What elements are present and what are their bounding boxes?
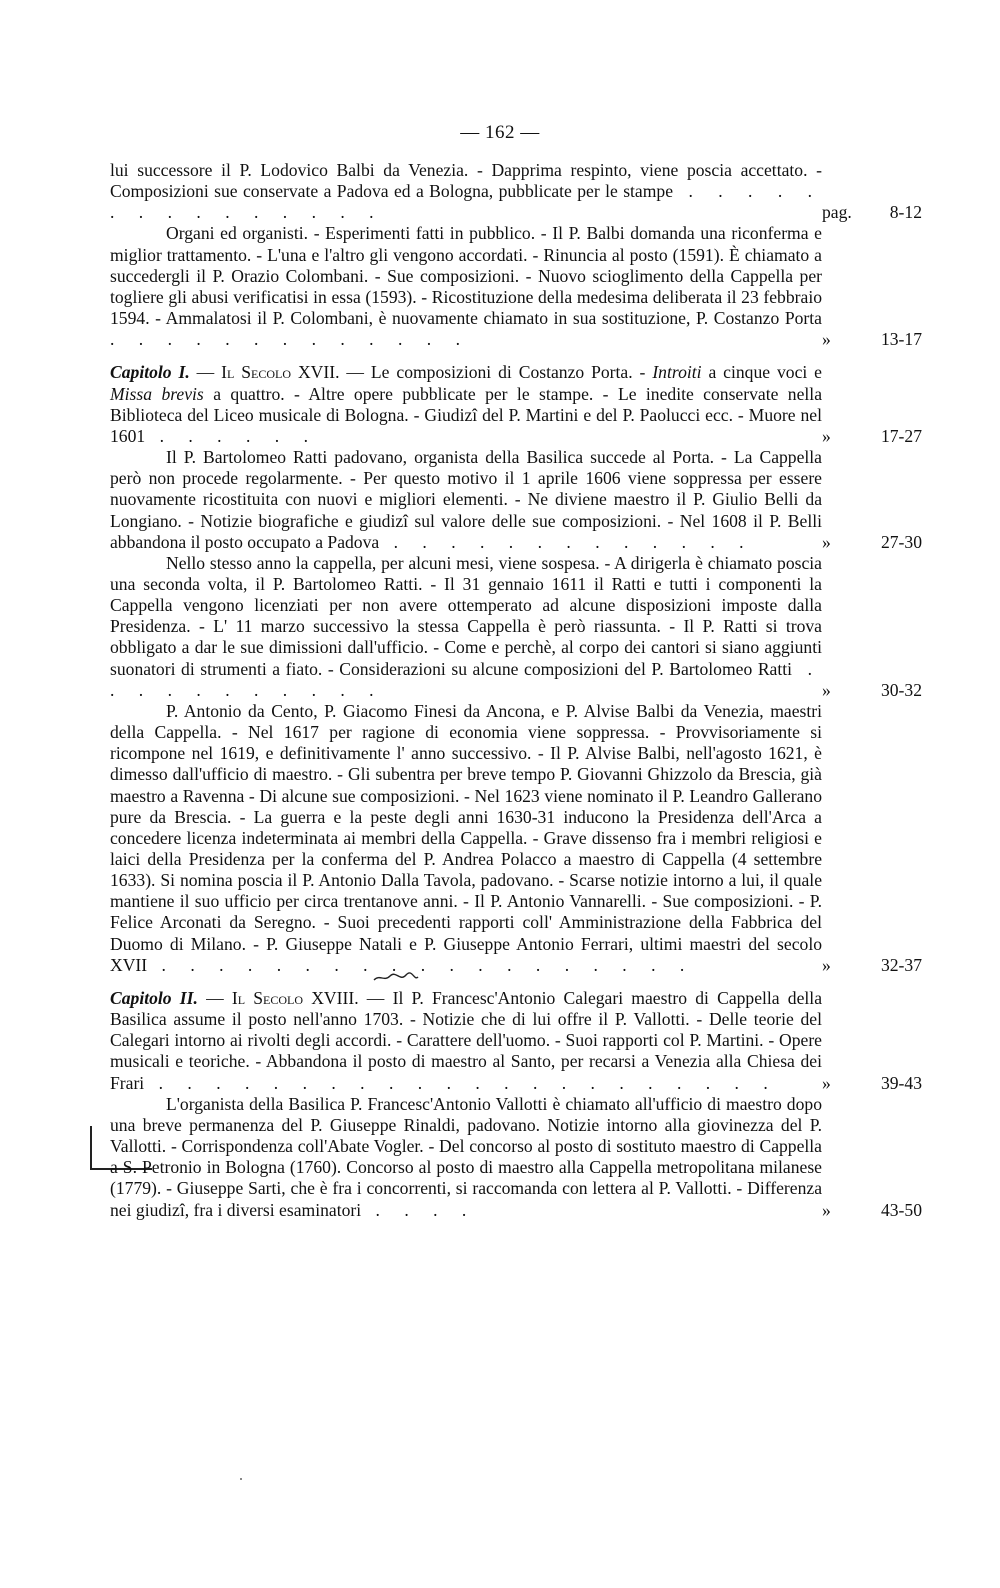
chapter-separator: — <box>189 362 222 383</box>
page-reference <box>822 680 922 701</box>
toc-entry-text <box>110 988 822 1094</box>
page-reference <box>822 329 922 350</box>
entry-description: L'organista della Basilica P. Francesc'Antonio Vallotti è chiamato all'ufficio di maestro dopo una breve permanenza del P. Giuseppe Rinaldi, padovano. Notizie intorno alla giovinezza del P. Vallotti. - Corrispondenza coll'Abate Vogler. - Del concorso al posto di sostituto maestro di Cappella a S. Petronio in Bologna (1760). Concorso al posto di maestro alla Cappella metropolitana milanese (1779). - Giuseppe Sarti, che è fra i concorrenti, si raccomanda con lettera al P. Vallotti. - Differenza nei giudizî, fra i diversi esaminatori <box>110 1093 822 1220</box>
page-reference <box>822 426 922 447</box>
leader-dots: . . . . . . <box>145 425 318 446</box>
toc-entry-text <box>110 553 822 701</box>
chapter-heading: Il Secolo XVIII. <box>231 987 359 1008</box>
toc-entry <box>110 223 922 350</box>
entry-description: a quattro. - Altre opere pubblicate per le stampe. - Le inedite conservate nella Biblioteca del Liceo musicale di Bologna. - Giudizî del P. Martini e del P. Paolucci ecc. - Muore nel 1601 <box>110 383 823 446</box>
page-reference <box>822 1073 922 1094</box>
toc-entry <box>110 160 922 223</box>
toc-entry-text <box>110 701 822 976</box>
table-of-contents <box>110 160 922 1221</box>
entry-italic-title: Introiti <box>652 362 702 383</box>
chapter-label: Capitolo II. <box>110 987 198 1008</box>
toc-entry-text <box>110 1094 822 1221</box>
toc-entry <box>110 447 922 553</box>
page-range: 8-12 <box>889 202 922 223</box>
leader-dots: . . . . . . . . . . . . . . . . . . . . . . <box>144 1072 778 1093</box>
page-range: 30-32 <box>880 679 922 700</box>
entry-description: lui successore il P. Lodovico Balbi da Venezia. - Dapprima respinto, viene poscia accettato. - Composizioni sue conservate a Padova ed a Bologna, pubblicate per le stampe <box>110 160 822 202</box>
leader-dots: . . . . . . . . . . . . . . . . . . . <box>147 954 695 975</box>
chapter-heading: Il Secolo XVII. <box>221 362 340 383</box>
entry-description: P. Antonio da Cento, P. Giacomo Finesi da Ancona, e P. Alvise Balbi da Venezia, maestri della Cappella. - Nel 1617 per ragione di economia viene soppressa. - Provvisoriamente si ricompone nel 1619, e definitivamente l' anno successivo. - Il P. Alvise Balbi, nell'agosto 1621, è dimesso dall'ufficio di maestro. - Gli subentra per breve tempo P. Giovanni Ghizzolo da Brescia, già maestro a Ravenna - Di alcune sue composizioni. - Nel 1623 viene nominato il P. Leandro Gallerano pure da Brescia. - La guerra e la peste degli anni 1630-31 inducono la Presidenza dell'Arca a concedere licenza indeterminata ai membri della Cappella. - Grave dissenso fra i membri religiosi e laici della Presidenza per la conferma del P. Andrea Polacco a maestro di Cappella (4 settembre 1633). Si nomina poscia il P. Antonio Dalla Tavola, padovano. - Scarse notizie intorno a lui, il quale mantiene il suo ufficio per circa trentanove anni. - Il P. Antonio Vannarelli. - Sue composizioni. - P. Felice Arconati da Seregno. - Suoi precedenti rapporti coll' Amministrazione della Fabbrica del Duomo di Milano. - P. Giuseppe Natali e P. Giuseppe Antonio Ferrari, ultimi maestri del secolo XVII <box>110 700 822 975</box>
print-speck <box>240 1478 242 1480</box>
page-number: — 162 — <box>460 122 540 143</box>
page-range: 27-30 <box>880 531 922 552</box>
toc-entry <box>110 1094 922 1221</box>
page-range: 13-17 <box>880 329 922 350</box>
toc-entry <box>110 362 922 447</box>
chapter-separator: — <box>197 987 232 1008</box>
toc-entry-text <box>110 223 822 350</box>
toc-entry <box>110 701 922 976</box>
entry-description: — Le composizioni di Costanzo Porta. - <box>339 362 653 383</box>
page-range: 39-43 <box>880 1072 922 1093</box>
page-reference <box>822 955 922 976</box>
entry-description: Il P. Bartolomeo Ratti padovano, organista della Basilica succede al Porta. - La Cappella però non procede regolarmente. - Per questo motivo il 1 aprile 1606 viene soppressa per essere nuovamente ricostituita con nuovi e migliori elementi. - Ne diviene maestro il P. Giulio Belli da Longiano. - Notizie biografiche e giudizî sul valore delle sue composizioni. - Nel 1608 il P. Belli abbandona il posto occupato a Padova <box>110 447 822 552</box>
page-prefix: » <box>822 954 831 975</box>
page-range: 32-37 <box>880 954 922 975</box>
leader-dots: . . . . . . . . . . . . . <box>110 329 470 350</box>
page-prefix: » <box>822 1072 831 1093</box>
page-prefix: » <box>822 1199 831 1220</box>
page-prefix: » <box>822 329 831 350</box>
entry-italic-title: Missa brevis <box>110 383 204 404</box>
toc-entry <box>110 553 922 701</box>
page-range: 17-27 <box>880 425 922 446</box>
entry-description: Organi ed organisti. - Esperimenti fatti in pubblico. - Il P. Balbi domanda una riconferma e miglior trattamento. - L'una e l'altro gli vengono accordati. - Rinuncia al posto (1591). È chiamato a succedergli il P. Orazio Colombani. - Sue composizioni. - Nuovo scioglimento della Cappella per togliere gli abusi verificatisi in essa (1593). - Ricostituzione della medesima deliberata il 23 febbraio 1594. - Ammalatosi il P. Colombani, è nuovamente chiamato in sua sostituzione, P. Costanzo Porta <box>110 223 822 329</box>
toc-entry-text <box>110 447 822 553</box>
toc-entry-text <box>110 160 822 223</box>
page-reference <box>822 532 922 553</box>
entry-description: a cinque voci e <box>701 362 822 383</box>
page-prefix: » <box>822 679 831 700</box>
entry-description: Nello stesso anno la cappella, per alcuni mesi, viene sospesa. - A dirigerla è chiamato poscia una seconda volta, il P. Bartolomeo Ratti. - Il 31 gennaio 1611 il Ratti e tutti i componenti la Cappella vengono licenziati per non avere ottemperato ad alcune disposizioni imposte dalla Presidenza. - L' 11 marzo successivo la stessa Cappella è però riassunta. - Il P. Ratti si trova obbligato a dar le sue dimissioni dall'ufficio. - Come e perchè, al corpo dei cantori si siano aggiunti suonatori di strumenti a fiato. - Considerazioni su alcune composizioni del P. Bartolomeo Ratti <box>110 552 822 679</box>
page-reference <box>822 202 922 223</box>
chapter-label: Capitolo I. <box>110 362 190 383</box>
page-reference <box>822 1200 922 1221</box>
entry-description: — Il P. Francesc'Antonio Calegari maestro di Cappella della Basilica assume il posto nell'anno 1703. - Notizie che di lui offre il P. Vallotti. - Delle teorie del Calegari intorno ai rivolti degli accordi. - Carattere dell'uomo. - Suoi rapporti col P. Martini. - Opere musicali e teoriche. - Abbandona il posto di maestro al Santo, per recarsi a Venezia alla Chiesa dei Frari <box>110 987 822 1093</box>
leader-dots: . . . . . . . . . . . . . . . <box>110 181 823 223</box>
page-prefix: pag. <box>822 202 852 223</box>
toc-entry-text <box>110 362 822 447</box>
toc-entry <box>110 988 922 1094</box>
page-range: 43-50 <box>880 1199 922 1220</box>
leader-dots: . . . . <box>361 1199 477 1220</box>
leader-dots: . . . . . . . . . . . . . <box>379 531 754 552</box>
page-prefix: » <box>822 425 831 446</box>
page-prefix: » <box>822 531 831 552</box>
leader-dots: . . . . . . . . . . . <box>110 658 823 700</box>
